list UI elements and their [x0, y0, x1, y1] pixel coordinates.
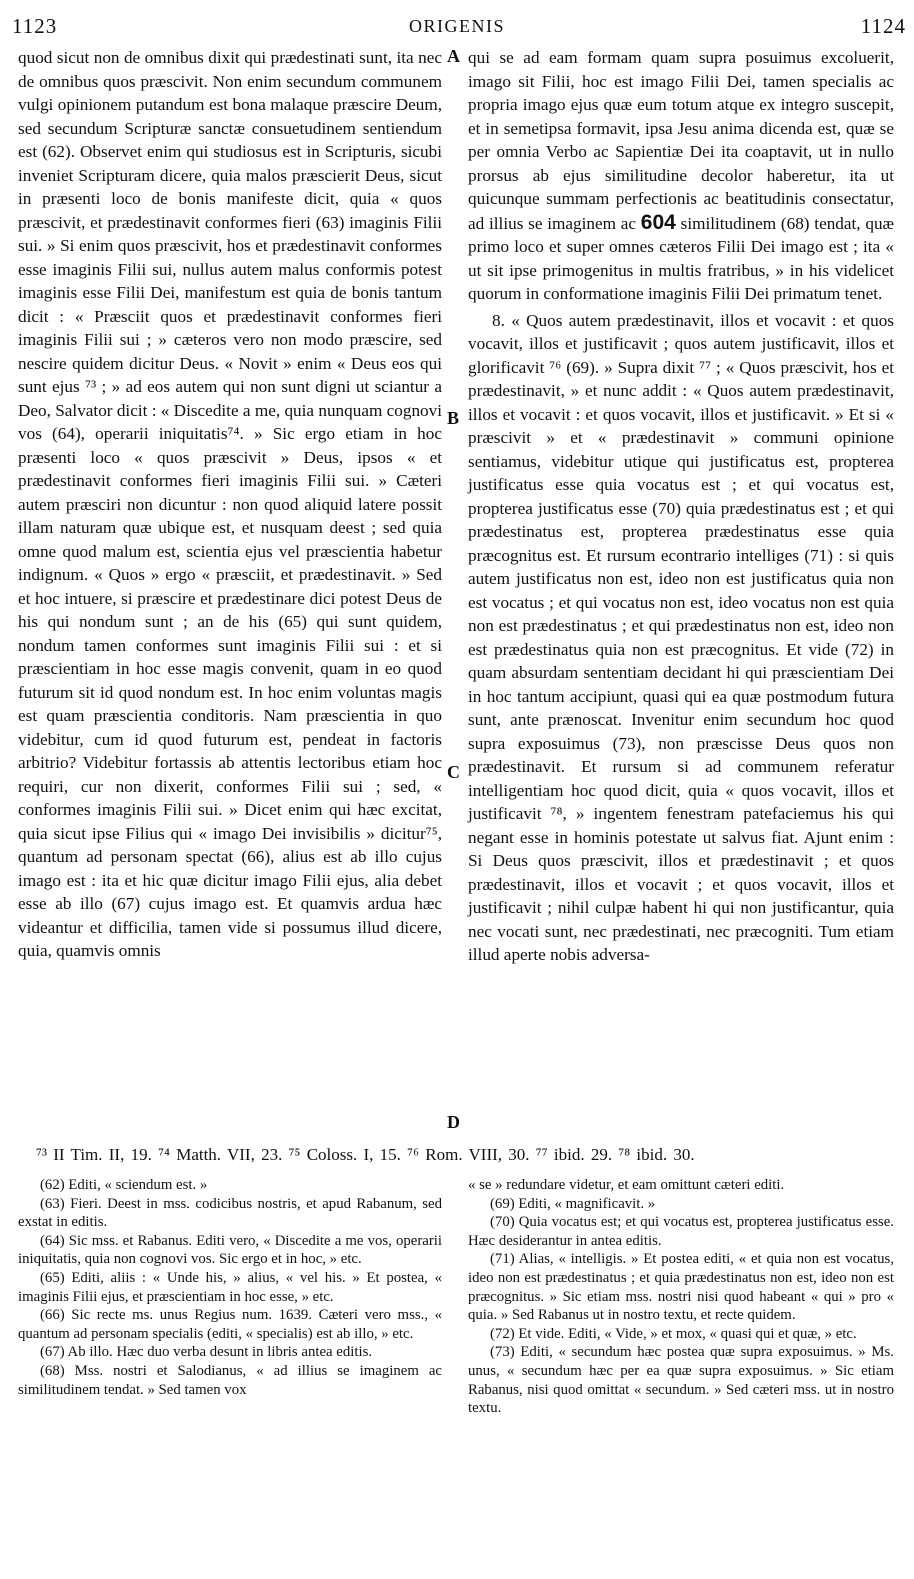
footnotes-left [18, 1176, 442, 1399]
footnote-63: (63) Fieri. Deest in mss. codicibus nostris, et apud Rabanum, sed exstat in editis. [18, 1195, 442, 1231]
footnote-73: (73) Editi, « secundum hæc postea quæ supra exposuimus. » Ms. unus, « secundum hæc per ea quæ supra exposuimus. » Sic etiam Rabanus, nisi quod omittat « secundum. » Sed cæteri mss. ut in nostro textu. [468, 1344, 894, 1417]
right-para1-after: similitudinem (68) tendat, quæ primo loco et super omnes cæteros Filii Dei imago est ; ita « ut sit ipse primogenitus in multis fratribus, » in his videlicet quorum in conformatione imaginis Filii Dei primatum tenet. [468, 213, 895, 303]
running-title: ORIGENIS [409, 16, 505, 36]
footnote-70: (70) Quia vocatus est; et qui vocatus est, propterea justificatus esse. Hæc desiderantur in antea editis. [468, 1214, 894, 1249]
footnote-68-continued: « se » redundare videtur, et eam omittunt cæteri editi. [468, 1177, 785, 1193]
footnote-67: (67) Ab illo. Hæc duo verba desunt in libris antea editis. [40, 1344, 373, 1361]
page-marker: 604 [640, 210, 676, 234]
right-para1-before: qui se ad eam formam quam supra posuimus excoluerit, imago sit Filii, hoc est imago Filii Dei, tamen specialis ac propria imago ejus quæ eum totum atque ex integro suscepit, et in semetipsa formavit, ipsa Jesu anima dicenda est, quæ se per omnia Verbo ac Sapientiæ Dei ita coaptavit, ut in nullo prorsus ab ejus similitudine decolor haberetur, ita ut quicunque summam perfectionis ac beatitudinis consectatur, ad illius se imaginem ac [468, 48, 894, 233]
left-column-text: quod sicut non de omnibus dixit qui prædestinati sunt, ita nec de omnibus quos præscivit. Non enim secundum communem vulgi opinionem putandum est bona malaque præscire Deum, sed secundum Scripturæ sanctæ consuetudinem sentiendum est (62). Observet enim qui studiosus est in Scripturis, sicubi inveniet Scripturam dicere, quia malos præscierit Deus, sicut in præsenti loco de bonis manifeste dicit, quia « quos præscivit, et prædestinavit conformes fieri (63) imaginis Filii sui. » Si enim quos præscivit, hos et prædestinavit conformes esse imaginis Filii sui, nullus autem malus conformis potest imaginis esse Filii Dei, manifestum est quia de bonis tantum dicit : « Præsciit quos et prædestinavit conformes fieri imaginis Filii sui ; » cæteros vero non modo præscire, sed nescire quidem dicitur Deus. « Novit » enim « Deus eos qui sunt ejus ⁷³ ; » ad eos autem qui non sunt digni ut sciantur a Deo, Salvator dicit : « Discedite a me, quia nunquam cognovi vos (64), operarii iniquitatis⁷⁴. » Sic ergo etiam in hoc præsenti loco « quos præscivit » Deus, ipsos « et prædestinavit conformes fieri imaginis Filii sui. » Cæteri autem præsciri non dicuntur : non quod aliquid latere possit illam naturam quæ ubique est, et nusquam deest ; sed quia omne quod malum est, scientia ejus vel præscientia habetur indignum. « Quos » ergo « præsciit, et prædestinavit. » Sed et hoc intuere, si præscire et prædestinare dici potest Deus de his qui nondum sunt ; an de his (65) qui sunt quidem, nondum tamen conformes sunt imaginis Filii sui : et si præscientiam in hoc esse magis convenit, quam in eo quod futurum sit id quod nondum est. In hoc enim voluntas magis est quam præscientia conditoris. Nam præscientia in quo videbitur, cum id quod futurum est, pendeat in factoris arbitrio? Videbitur fortassis ab attentis lectoribus etiam hoc requiri, cur non dixerit, conformes Filii sui ; sed, « conformes imaginis Filii sui. » Dicet enim qui hæc excitat, quia sicut ipse Filius qui « imago Dei invisibilis » dicitur⁷⁵, quantum ad personam spectat (66), alius est ab illo cujus imago est : ita et hic quæ dicitur imago Filii ejus, alia debet esse ab illo (67) cujus imago est. Et quamvis ardua hæc videantur et difficilia, tamen vide si possumus illud dicere, quia, quamvis omnis [18, 48, 442, 960]
footnote-71: (71) Alias, « intelligis. » Et postea editi, « et quia non est vocatus, ideo non est prædestinatus ; et quia prædestinatus non est, ideo non est præcognitus. » Sic etiam mss. nostri nisi quod habeant « qui » pro « quia. » Sed Rabanus ut in nostro textu, et recte quidem. [468, 1251, 894, 1324]
margin-marker-b: B [447, 408, 460, 428]
margin-marker-d: D [447, 1112, 460, 1132]
margin-marker-a: A [447, 46, 460, 66]
footnote-69: (69) Editi, « magnificavit. » [490, 1195, 656, 1212]
footnote-68: (68) Mss. nostri et Salodianus, « ad illius se imaginem ac similitudinem tendat. » Sed tamen vox [18, 1362, 442, 1398]
right-column-paragraph-2: 8. « Quos autem prædestinavit, illos et vocavit : et quos vocavit, illos et justificavit ; quos autem justificavit, illos et glorificavit ⁷⁶ (69). » Supra dixit ⁷⁷ ; « Quos præscivit, hos et prædestinavit, » et nunc addit : « Quos autem prædestinavit, illos et vocavit : et quos vocavit, illos et justificavit. » Et si « præscivit » et « prædestinavit » communi opinione sentiamus, videbitur utique qui justificatus est, propterea justificatus esse quia vocatus est ; et qui vocatus est, propterea justificatus esse (70) quia prædestinatus est ; et qui prædestinatus est, propterea prædestinatus esse quia præcognitus est. Et rursum econtrario intelliges (71) : si quis autem justificatus non est, ideo non est justificatus quia non est vocatus ; et qui vocatus non est, ideo vocatus non est quia non est prædestinatus ; et qui prædestinatus non est, ideo non est prædestinatus quia non est præcognitus. Et vide (72) in quam absurdam sententiam decidant hi qui præscientiam Dei in hoc tantum accipiunt, quasi qui ea quæ postmodum futura sunt, ante prænoscat. Invenitur enim secundum hoc quod supra exposuimus (73), non præscisse Deus quos non prædestinavit. Et rursum si ad communem referatur intelligentiam hoc quod dicit, quia « quos vocavit, illos et justificavit ⁷⁸, » ingentem fenestram patefaciemus his qui negant esse in hominis potestate ut salvus fiat. Ajunt enim : Si Deus quos præscivit, illos et prædestinavit ; et quos prædestinavit, illos et vocavit ; et quos vocavit, illos et justificavit ; nihil culpæ habent hi qui non justificantur, quia nec vocati sunt, nec prædestinati, nec præcogniti. Tum etiam illud aperte nobis adversa- [468, 310, 894, 964]
right-column-paragraph-1 [468, 46, 894, 306]
footnote-62: (62) Editi, « sciendum est. » [40, 1177, 208, 1193]
footnote-72: (72) Et vide. Editi, « Vide, » et mox, « quasi qui et quæ, » etc. [490, 1325, 857, 1342]
scripture-references: ⁷³ II Tim. II, 19. ⁷⁴ Matth. VII, 23. ⁷⁵ Coloss. I, 15. ⁷⁶ Rom. VIII, 30. ⁷⁷ ibid. 29. ⁷⁸ ibid. 30. [36, 1145, 695, 1164]
right-column-number: 1124 [860, 14, 906, 38]
footnote-66: (66) Sic recte ms. unus Regius num. 1639. Cæteri vero mss., « quantum ad personam specialis (editi, « specialis) est ab illo, » etc. [18, 1307, 442, 1342]
page-header [0, 14, 914, 44]
main-text-right-column [468, 46, 894, 967]
margin-marker-c: C [447, 762, 460, 782]
main-text-left-column [18, 46, 442, 963]
footnotes-right [468, 1176, 894, 1418]
footnote-65: (65) Editi, aliis : « Unde his, » alius, « vel his. » Et postea, « imaginis Filii ejus, et præscientiam in hoc esse, » etc. [18, 1269, 442, 1305]
left-column-number: 1123 [12, 14, 58, 38]
footnote-64: (64) Sic mss. et Rabanus. Editi vero, « Discedite a me vos, operarii iniquitatis, quia non cognovi vos. Sic ergo et in hoc, » etc. [18, 1232, 442, 1268]
